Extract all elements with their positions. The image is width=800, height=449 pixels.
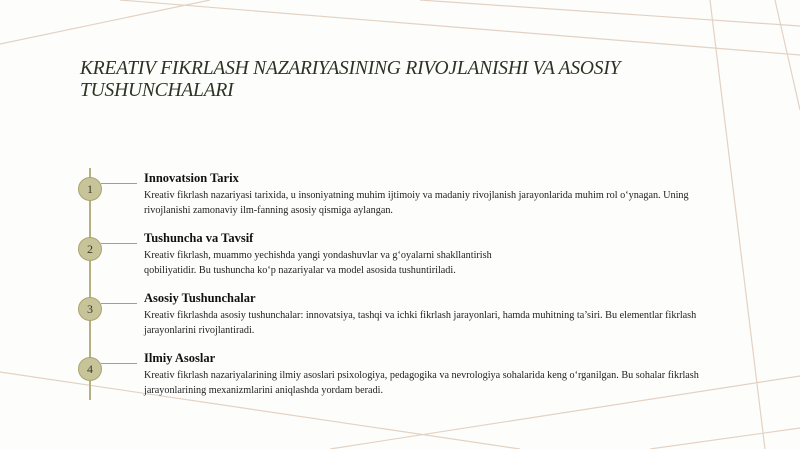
item-heading: Tushuncha va Tavsif — [144, 231, 254, 245]
item-text: Kreativ fikrlash nazariyalarining ilmiy asoslari psixologiya, pedagogika va nevrologiya sohalarida keng o‘rganilgan. Bu sohalar fikrlash jarayonlarining mexanizmlarini aniqlashda yordam beradi. — [144, 370, 699, 396]
item-heading: Innovatsion Tarix — [144, 171, 239, 185]
item-text: Kreativ fikrlashda asosiy tushunchalar: innovatsiya, tashqi va ichki fikrlash jarayonlari, hamda muhitning ta’siri. Bu elementlar fikrlash jarayonlarini rivojlantiradi. — [144, 310, 697, 336]
item-heading: Asosiy Tushunchalar — [144, 291, 256, 305]
item-text: Kreativ fikrlash, muammo yechishda yangi yondashuvlar va g‘oyalarni shakllantirish qobiliyatidir. Bu tushuncha ko‘p nazariyalar va model asosida tushuntiriladi. — [144, 250, 492, 276]
item-text: Kreativ fikrlash nazariyasi tarixida, u insoniyatning muhim ijtimoiy va madaniy rivojlanish jarayonlarida muhim rol o‘ynagan. Uning rivojlanishi zamonaviy ilm-fanning asosiy qismiga aylangan. — [144, 190, 689, 216]
timeline-connector — [101, 183, 137, 184]
step-number-badge: 4 — [78, 357, 102, 381]
step-number-badge: 2 — [78, 237, 102, 261]
timeline-connector — [101, 363, 137, 364]
step-number-badge: 3 — [78, 297, 102, 321]
slide-title: KREATIV FIKRLASH NAZARIYASINING RIVOJLANISHI VA ASOSIY TUSHUNCHALARI — [80, 58, 621, 101]
timeline-connector — [101, 303, 137, 304]
timeline-connector — [101, 243, 137, 244]
item-heading: Ilmiy Asoslar — [144, 351, 216, 365]
step-number-badge: 1 — [78, 177, 102, 201]
